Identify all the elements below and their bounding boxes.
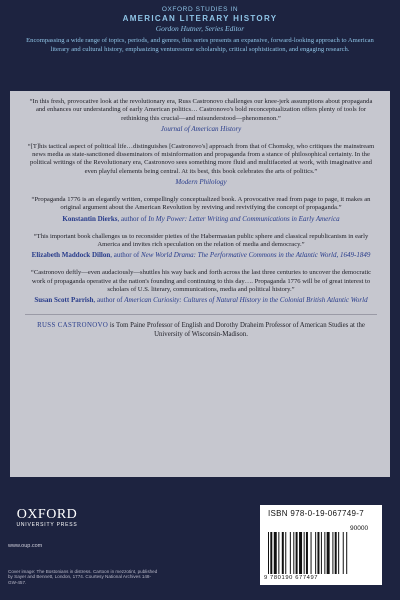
price-code: 90000	[350, 525, 369, 532]
publisher-logo	[8, 507, 86, 528]
publisher-website: www.oup.com	[8, 543, 43, 549]
quote-text: “Propaganda 1776 is an elegantly written, compellingly conceptualized book. A provocative read from page to page, it makes an original argument about the American Revolution by reviving and revivifying the concept of propaganda.”	[31, 196, 371, 212]
cover-image-credit: Cover image: The Bostonians in distress. Cartoon in mezzotint, published by Sayer and Bennett, London, 1774. Courtesy National Archives 148-GW-457.	[8, 569, 158, 585]
quote-source: New World Drama: The Performative Commons in the Atlantic World, 1649-1849	[140, 251, 371, 260]
quote-text: “[T]his tactical aspect of political life…distinguishes [Castronovo's] approach from that of Chomsky, who critiques the mainstream news media as state-sanctioned disseminators of misinformation and propaganda from a stance of philosophical certainty. In the political writings of the Revolutionary era, Castronovo sees something more fluid and multifaceted at work, with imaginative and even playful elements being central. At its best, this book celebrates the arts of politics.”	[27, 142, 375, 175]
quote-attribution	[25, 125, 377, 134]
quote-attribution	[25, 178, 377, 187]
barcode-digits: 9 780190 677497	[264, 575, 319, 581]
publisher-subtitle: UNIVERSITY PRESS	[16, 522, 78, 528]
quote-attribution	[25, 296, 377, 305]
quote-text: “In this fresh, provocative look at the revolutionary era, Russ Castronovo challenges our knee-jerk assumptions about propaganda and enhances our understanding of early American politics… Castronovo's bold reconceptualization offers plenty of tools for rethinking this crucial—and misunderstood—phenomenon.”	[29, 98, 373, 122]
series-title: AMERICAN LITERARY HISTORY	[122, 14, 278, 23]
quote-block	[25, 233, 377, 261]
quote-source: Journal of American History	[160, 124, 242, 133]
quote-block	[25, 196, 377, 224]
quote-block	[25, 269, 377, 305]
divider	[25, 314, 377, 315]
quote-source: Modern Philology	[175, 178, 227, 187]
author-bio	[25, 322, 377, 339]
quote-source: In My Power: Letter Writing and Communications in Early America	[148, 214, 340, 223]
series-block	[18, 6, 382, 54]
author-bio-text: is Tom Paine Professor of English and Dorothy Draheim Professor of American Studies at the University of Wisconsin-Madison.	[108, 322, 365, 338]
series-description: Encompassing a wide range of topics, periods, and genres, this series presents an expansive, forward-looking approach to American literary and cultural history, emphasizing venturesome scholarship, critical sophistication, and engaging research.	[26, 37, 374, 53]
quotes-list	[25, 98, 377, 339]
quote-attribution	[25, 251, 377, 260]
isbn-text: ISBN 978-0-19-067749-7	[268, 509, 364, 518]
quote-author-role: , author of	[117, 214, 149, 223]
publisher-name: OXFORD	[16, 507, 78, 522]
quote-author: Susan Scott Parrish	[34, 296, 94, 305]
quote-author: Elizabeth Maddock Dillon	[31, 251, 111, 260]
quote-author-role: , author of	[93, 296, 125, 305]
quote-author: Konstantin Dierks	[62, 214, 118, 223]
quote-source: American Curiosity: Cultures of Natural History in the Colonial British Atlantic World	[124, 296, 368, 305]
quote-text: “This important book challenges us to reconsider pieties of the Habermasian public sphere and classical republicanism in early America and invites rich speculation on the relation of media and democracy.”	[33, 232, 369, 248]
barcode-box	[260, 505, 382, 585]
author-name: RUSS CASTRONOVO	[37, 322, 109, 330]
quote-block	[25, 98, 377, 134]
quote-block	[25, 143, 377, 187]
quote-author-role: , author of	[110, 251, 141, 260]
quote-text: “Castronovo deftly—even audaciously—shuttles his way back and forth across the last three centuries to uncover the democratic work of propaganda operative at the nation's founding and continuing to this day…. Propaganda 1776 will be of great interest to scholars of U.S. literary, communications, media and political history.”	[30, 269, 372, 293]
series-editor: Gordon Hutner, Series Editor	[155, 24, 245, 33]
barcode-icon	[266, 532, 376, 575]
series-label: OXFORD STUDIES IN	[161, 6, 239, 13]
quote-attribution	[25, 215, 377, 224]
praise-panel	[10, 91, 390, 477]
